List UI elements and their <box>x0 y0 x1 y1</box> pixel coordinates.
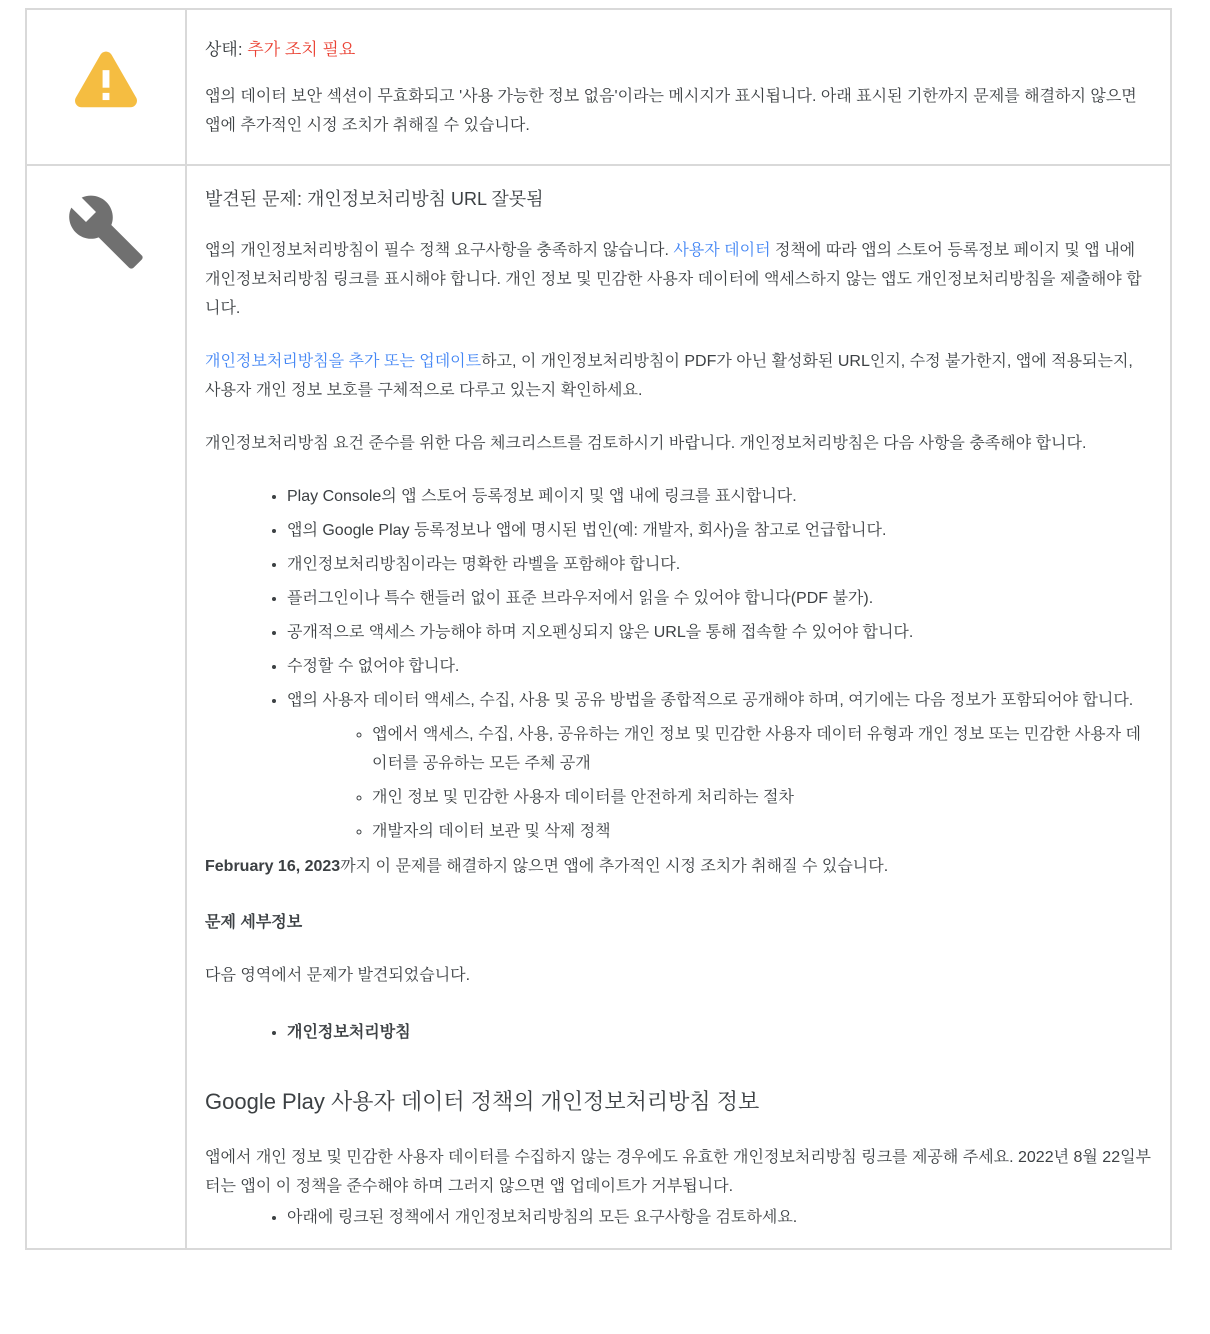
checklist-item: • Play Console의 앱 스토어 등록정보 페이지 및 앱 내에 링크를 표시합니다. <box>287 482 1152 511</box>
checklist-item-text: 앱의 사용자 데이터 액세스, 수집, 사용 및 공유 방법을 종합적으로 공개해야 하며, 여기에는 다음 정보가 포함되어야 합니다. <box>287 692 1134 709</box>
status-icon-cell <box>27 10 187 164</box>
checklist-item: • 앱의 Google Play 등록정보나 앱에 명시된 법인(예: 개발자, 회사)을 참고로 언급합니다. <box>287 516 1152 545</box>
deadline-text <box>205 852 1152 881</box>
user-data-policy-link[interactable]: 사용자 데이터 <box>673 242 771 259</box>
status-content-cell <box>187 10 1170 164</box>
sublist-item: ◦ 개발자의 데이터 보관 및 삭제 정책 <box>372 817 1152 846</box>
issue-details-heading: 문제 세부정보 <box>205 914 303 931</box>
issue-details-list <box>205 1018 1152 1047</box>
disclosure-sublist <box>287 720 1152 846</box>
issue-p2-text-after: 하고, 이 개인정보처리방침이 PDF가 아닌 활성화된 URL인지, 수정 불가한지, 앱에 적용되는지, 사용자 개인 정보 보호를 구체적으로 다루고 있는지 확인하세요. <box>205 353 1133 399</box>
status-title <box>205 38 1152 62</box>
checklist-item: • 플러그인이나 특수 핸들러 없이 표준 브라우저에서 읽을 수 있어야 합니다(PDF 불가). <box>287 584 1152 613</box>
deadline-date: February 16, 2023 <box>205 858 341 875</box>
issue-details-item: • 개인정보처리방침 <box>287 1018 1152 1047</box>
policy-issue-table <box>25 8 1172 1250</box>
issue-paragraph-2 <box>205 347 1152 405</box>
status-title-prefix: 상태: <box>205 40 248 59</box>
issue-p1-text-before: 앱의 개인정보처리방침이 필수 정책 요구사항을 충족하지 않습니다. <box>205 242 674 259</box>
sublist-item: ◦ 앱에서 액세스, 수집, 사용, 공유하는 개인 정보 및 민감한 사용자 데이터 유형과 개인 정보 또는 민감한 사용자 데이터를 공유하는 모든 주체 공개 <box>372 720 1152 778</box>
checklist-item <box>287 686 1152 846</box>
policy-section-body: 앱에서 개인 정보 및 민감한 사용자 데이터를 수집하지 않는 경우에도 유효한 개인정보처리방침 링크를 제공해 주세요. 2022년 8월 22일부터는 앱이 이 정책을 준수해야 하며 그러지 않으면 앱 업데이트가 거부됩니다. <box>205 1149 1152 1195</box>
issue-paragraph-3: 개인정보처리방침 요건 준수를 위한 다음 체크리스트를 검토하시기 바랍니다. 개인정보처리방침은 다음 사항을 충족해야 합니다. <box>205 435 1087 452</box>
wrench-icon <box>66 192 146 277</box>
warning-triangle-icon <box>67 40 145 117</box>
issue-icon-cell <box>27 166 187 1248</box>
issue-details-intro: 다음 영역에서 문제가 발견되었습니다. <box>205 967 471 984</box>
policy-section-item: • 아래에 링크된 정책에서 개인정보처리방침의 모든 요구사항을 검토하세요. <box>287 1203 1152 1232</box>
sublist-item: ◦ 개인 정보 및 민감한 사용자 데이터를 안전하게 처리하는 절차 <box>372 783 1152 812</box>
policy-section-heading: Google Play 사용자 데이터 정책의 개인정보처리방침 정보 <box>205 1089 760 1114</box>
checklist-item: • 수정할 수 없어야 합니다. <box>287 652 1152 681</box>
issue-p1-text-after: 정책에 따라 앱의 스토어 등록정보 페이지 및 앱 내에 개인정보처리방침 링크를 표시해야 합니다. 개인 정보 및 민감한 사용자 데이터에 액세스하지 않는 앱도 개인정보처리방침을 제출해야 합니다. <box>205 242 1142 317</box>
issue-row <box>27 164 1170 1248</box>
issue-content-cell <box>187 166 1170 1248</box>
deadline-rest: 까지 이 문제를 해결하지 않으면 앱에 추가적인 시정 조치가 취해질 수 있습니다. <box>340 858 889 875</box>
policy-section-list <box>205 1203 1152 1232</box>
checklist-item: • 공개적으로 액세스 가능해야 하며 지오펜싱되지 않은 URL을 통해 접속할 수 있어야 합니다. <box>287 618 1152 647</box>
checklist-item: • 개인정보처리방침이라는 명확한 라벨을 포함해야 합니다. <box>287 550 1152 579</box>
add-or-update-privacy-policy-link[interactable]: 개인정보처리방침을 추가 또는 업데이트 <box>205 353 482 370</box>
issue-title: 발견된 문제: 개인정보처리방침 URL 잘못됨 <box>205 189 544 209</box>
status-body-text: 앱의 데이터 보안 섹션이 무효화되고 '사용 가능한 정보 없음'이라는 메시지가 표시됩니다. 아래 표시된 기한까지 문제를 해결하지 않으면 앱에 추가적인 시정 조치가 취해질 수 있습니다. <box>205 88 1137 134</box>
status-title-value: 추가 조치 필요 <box>247 40 356 59</box>
privacy-policy-checklist <box>205 482 1152 846</box>
status-row <box>27 10 1170 164</box>
issue-paragraph-1 <box>205 236 1152 323</box>
